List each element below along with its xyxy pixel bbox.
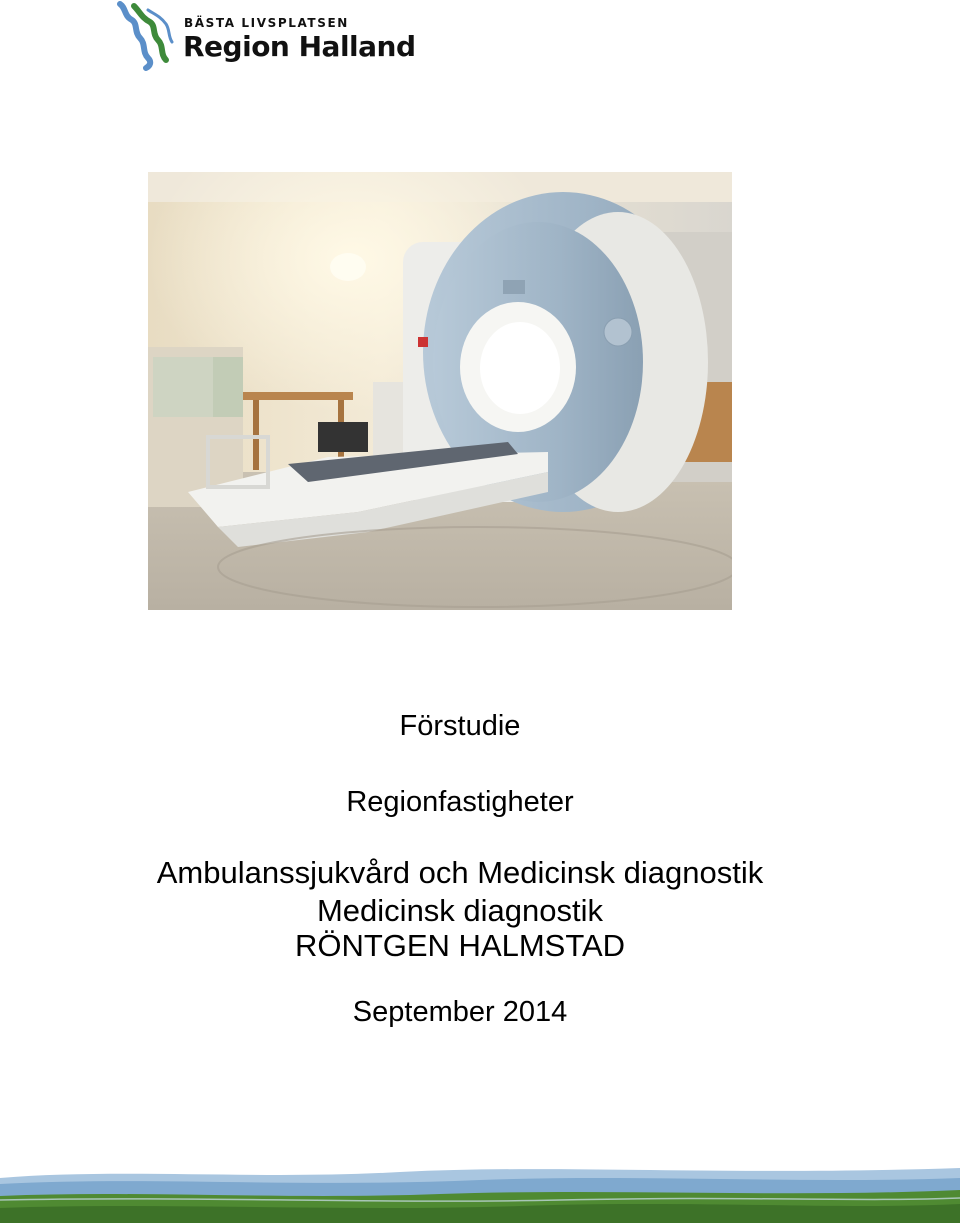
document-unit: Medicinsk diagnostik xyxy=(316,893,604,928)
mri-scanner-photo xyxy=(148,172,732,610)
logo-tagline: BÄSTA LIVSPLATSEN xyxy=(184,16,349,30)
document-client: Regionfastigheter xyxy=(346,786,574,818)
logo-name: Region Halland xyxy=(183,30,416,63)
region-halland-logo xyxy=(112,0,416,72)
document-department: Ambulanssjukvård och Medicinsk diagnostik xyxy=(156,855,764,890)
landscape-footer-decoration xyxy=(0,1150,960,1223)
document-site: RÖNTGEN HALMSTAD xyxy=(294,928,626,963)
document-title: Förstudie xyxy=(399,710,521,742)
region-halland-mark-icon xyxy=(112,0,182,72)
document-date: September 2014 xyxy=(352,996,568,1028)
